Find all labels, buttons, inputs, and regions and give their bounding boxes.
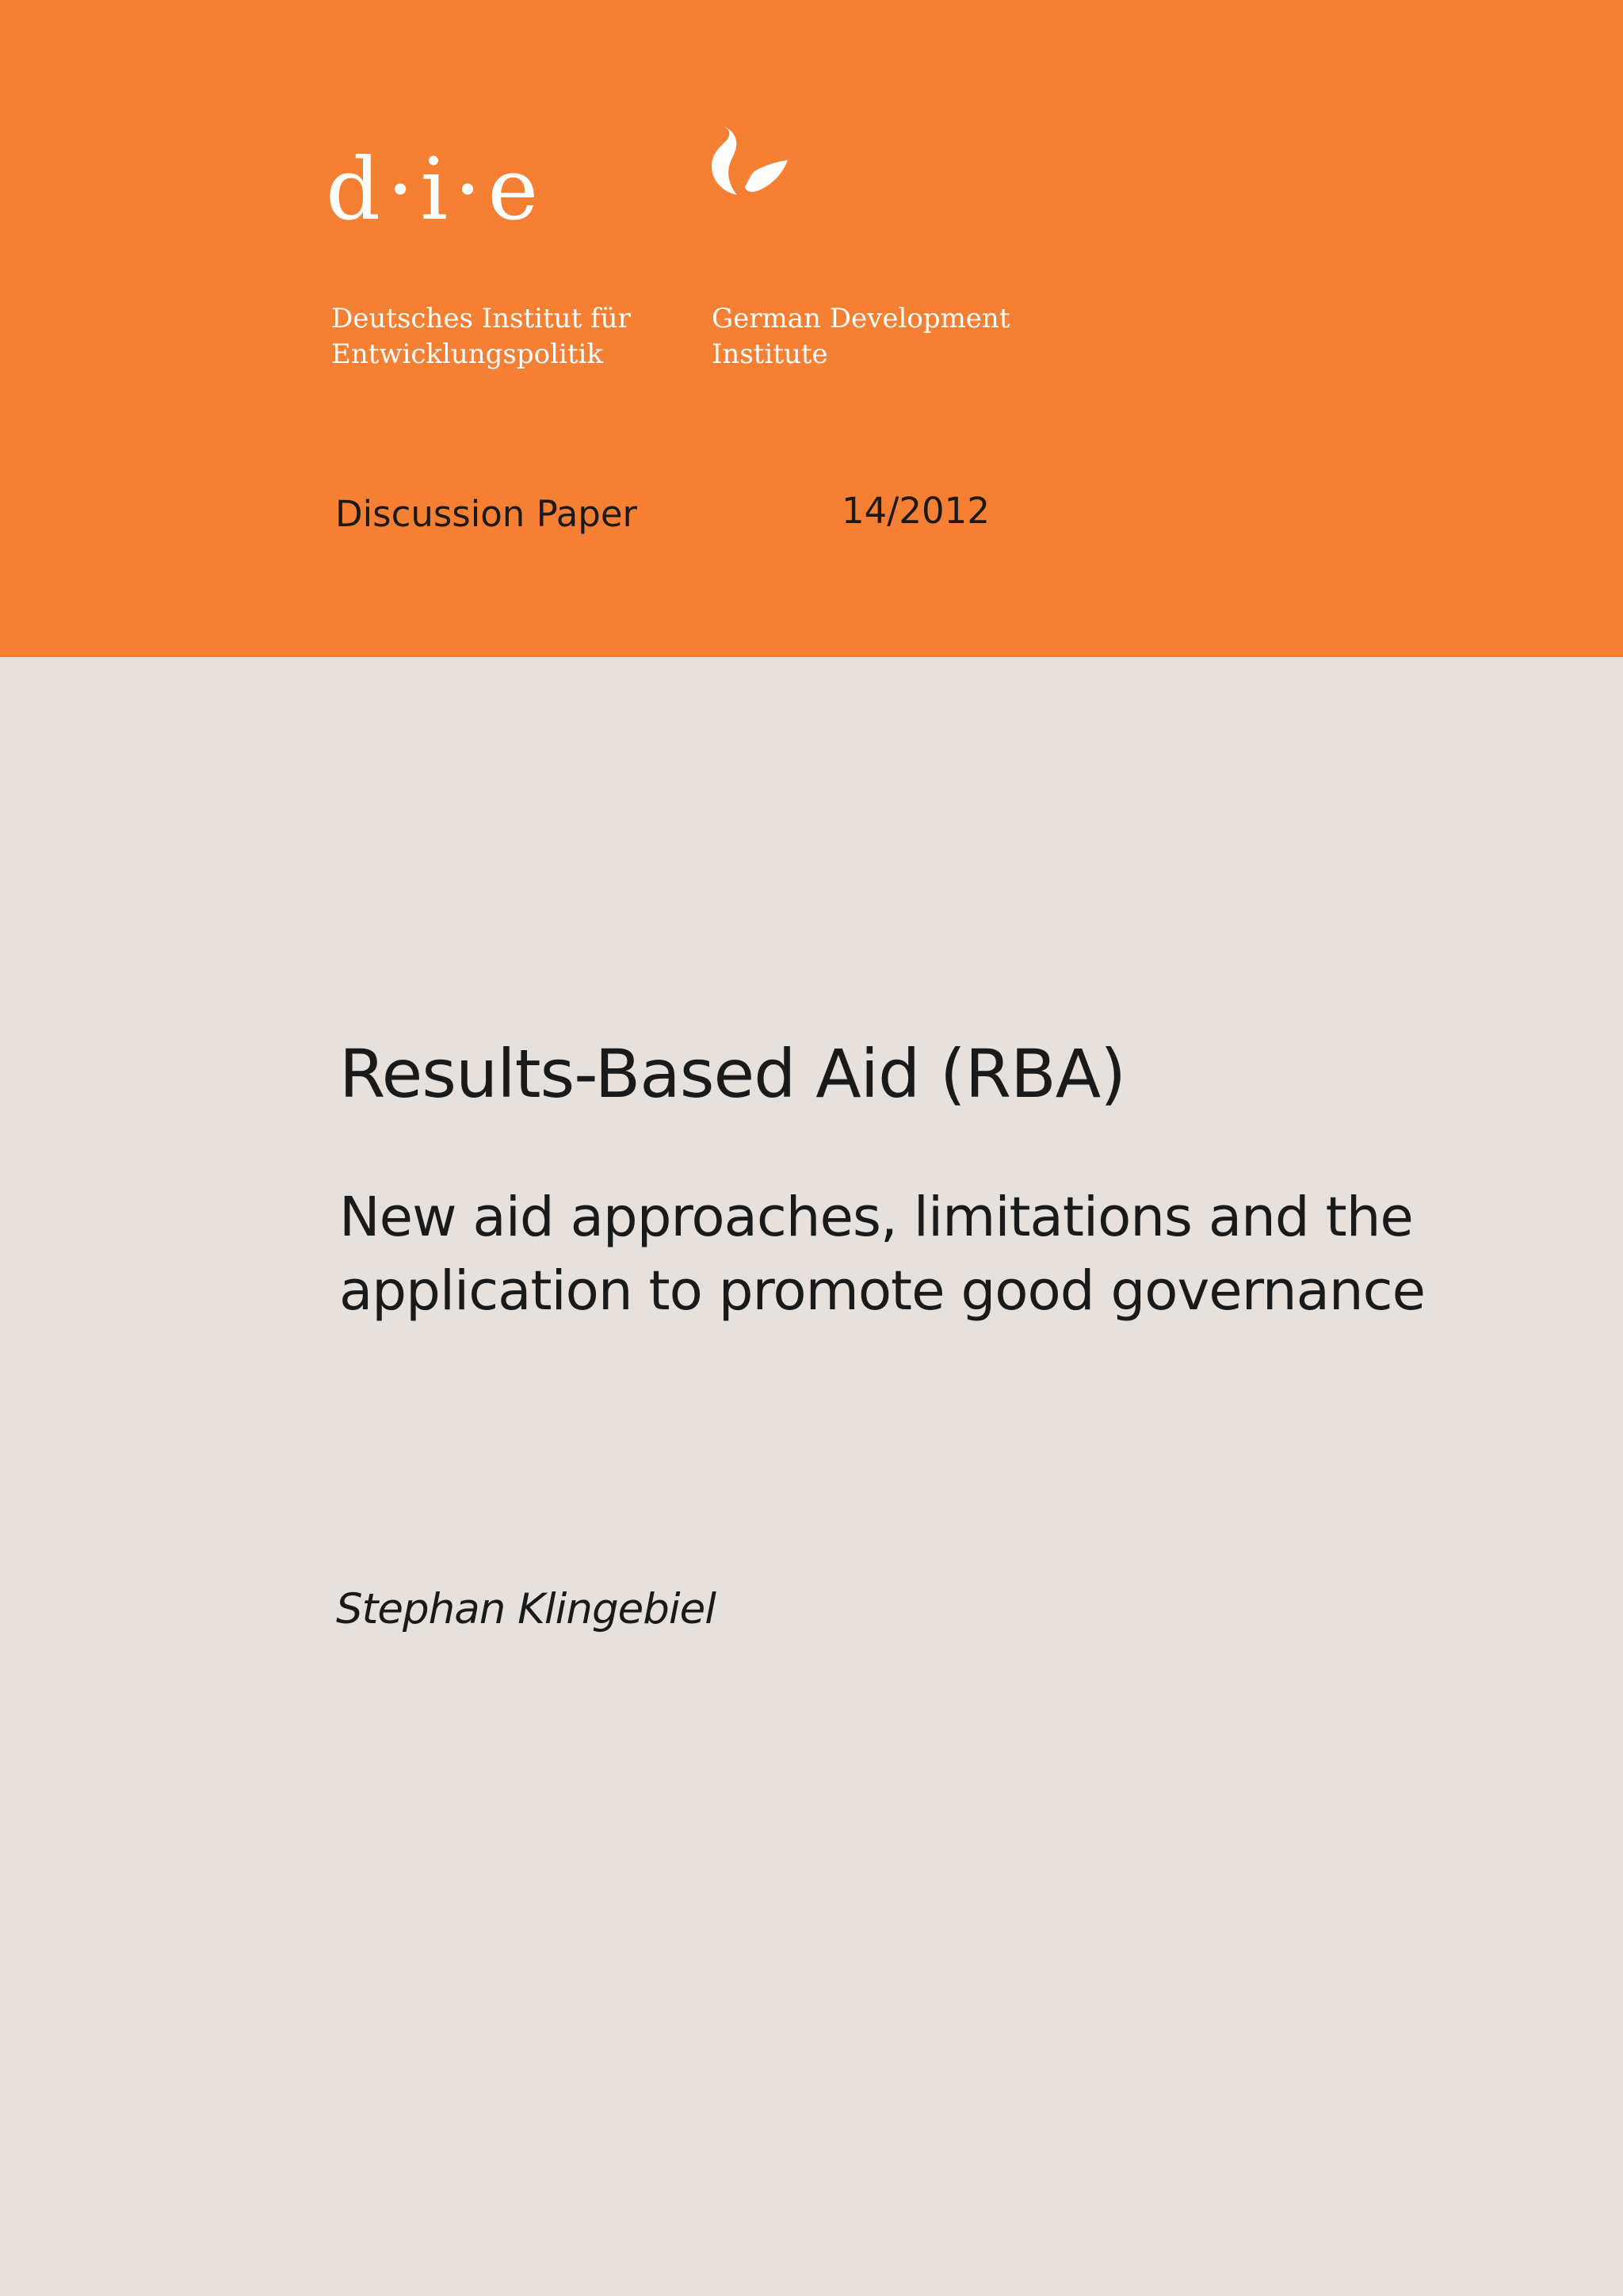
cover-header-band bbox=[0, 0, 1623, 657]
institute-name-german-line: Deutsches Institut für bbox=[331, 303, 631, 334]
institute-name-german bbox=[331, 301, 631, 372]
institute-name-german-line: Entwicklungspolitik bbox=[331, 338, 604, 370]
paper-subtitle bbox=[339, 1181, 1528, 1328]
series-label: Discussion Paper bbox=[335, 493, 638, 535]
cover-body bbox=[0, 657, 1623, 2296]
die-logo bbox=[326, 140, 540, 239]
author-name: Stephan Klingebiel bbox=[336, 1585, 716, 1633]
institute-name-english bbox=[712, 301, 1010, 372]
institute-name-english-line: Institute bbox=[712, 338, 828, 370]
paper-subtitle-line: New aid approaches, limitations and the bbox=[339, 1186, 1413, 1249]
paper-title: Results-Based Aid (RBA) bbox=[339, 1035, 1126, 1113]
logo-letter-i: i bbox=[420, 140, 450, 239]
series-number: 14/2012 bbox=[842, 490, 990, 532]
logo-letter-d: d bbox=[326, 140, 383, 239]
logo-letter-e: e bbox=[487, 140, 540, 239]
logo-separator: · bbox=[454, 140, 483, 239]
logo-separator: · bbox=[387, 140, 416, 239]
die-swirl-logo-icon bbox=[707, 125, 799, 208]
institute-name-english-line: German Development bbox=[712, 303, 1010, 334]
paper-subtitle-line: application to promote good governance bbox=[339, 1259, 1426, 1323]
